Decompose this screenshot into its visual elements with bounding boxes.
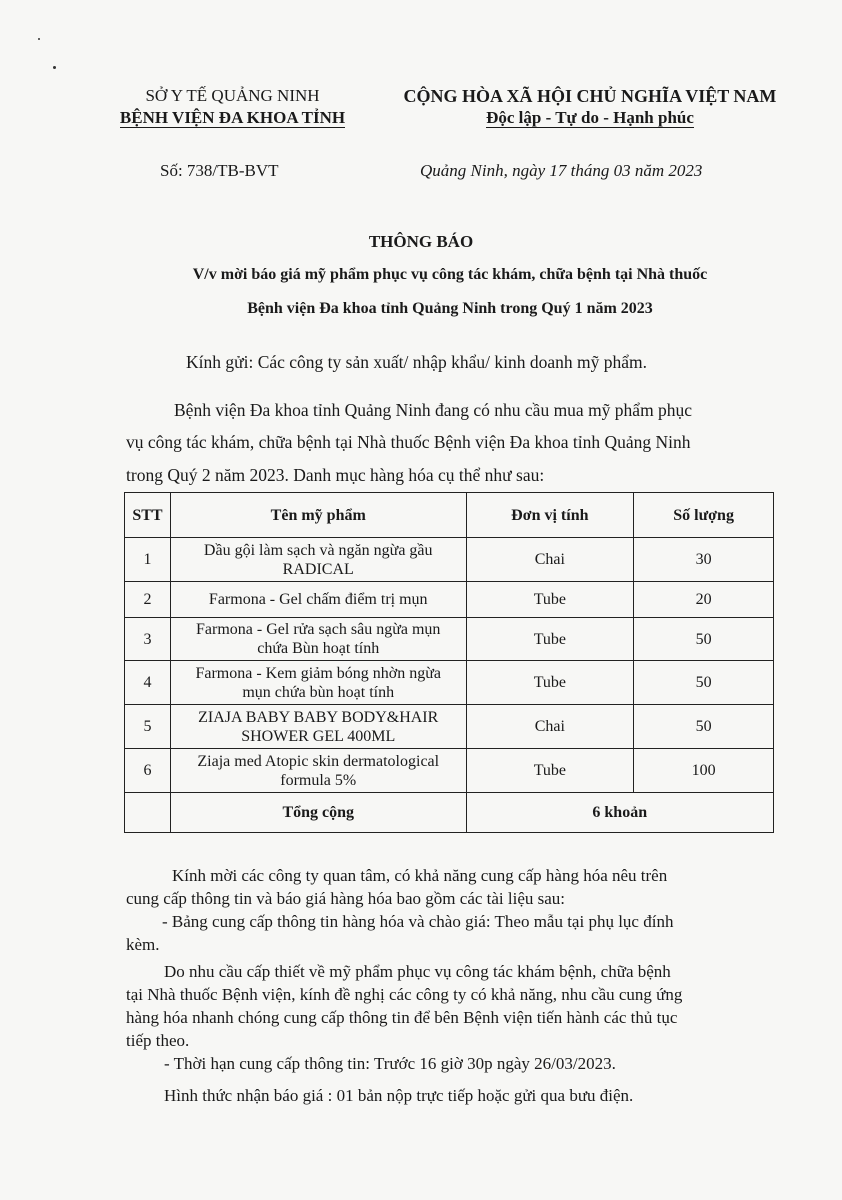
org-line-2 — [100, 108, 365, 128]
closing-line-5: Do nhu cầu cấp thiết về mỹ phẩm phục vụ công tác khám bệnh, chữa bệnh — [164, 962, 671, 981]
doc-subtitle-1: V/v mời báo giá mỹ phẩm phục vụ công tác khám, chữa bệnh tại Nhà thuốc — [192, 266, 708, 283]
row-name-line-2: SHOWER GEL 400ML — [241, 727, 396, 745]
row-unit: Tube — [466, 582, 634, 618]
total-value: 6 khoản — [466, 793, 774, 833]
closing-line-7: hàng hóa nhanh chóng cung cấp thông tin để bên Bệnh viện tiến hành các thủ tục — [126, 1008, 678, 1027]
col-header-stt: STT — [125, 493, 171, 538]
row-name — [170, 749, 466, 793]
table-total-row — [125, 793, 774, 833]
row-name: Farmona - Gel chấm điểm trị mụn — [170, 582, 466, 618]
nation-line-2 — [390, 108, 790, 128]
row-name-line-2: chứa Bùn hoạt tính — [257, 640, 380, 657]
row-qty: 50 — [634, 618, 774, 661]
org-line-1: SỞ Y TẾ QUẢNG NINH — [145, 86, 320, 105]
table-row — [125, 618, 774, 661]
row-unit: Tube — [466, 661, 634, 705]
total-empty-cell — [125, 793, 171, 833]
goods-table — [124, 492, 774, 833]
row-qty: 20 — [634, 582, 774, 618]
closing-line-2: cung cấp thông tin và báo giá hàng hóa bao gồm các tài liệu sau: — [126, 889, 566, 908]
closing-line-9: - Thời hạn cung cấp thông tin: Trước 16 giờ 30p ngày 26/03/2023. — [164, 1054, 616, 1073]
row-stt: 4 — [125, 661, 171, 705]
row-name — [170, 661, 466, 705]
doc-title: THÔNG BÁO — [368, 232, 474, 251]
row-name-line-1: Farmona - Kem giảm bóng nhờn ngừa — [195, 664, 441, 682]
doc-number: Số: 738/TB-BVT — [160, 161, 279, 180]
row-stt: 1 — [125, 538, 171, 582]
closing-line-8: tiếp theo. — [126, 1031, 190, 1050]
intro-line-2: vụ công tác khám, chữa bệnh tại Nhà thuốc Bệnh viện Đa khoa tỉnh Quảng Ninh — [126, 432, 691, 452]
row-name-line-1: Dầu gội làm sạch và ngăn ngừa gầu — [203, 541, 433, 559]
closing-line-4: kèm. — [126, 935, 160, 954]
row-unit: Chai — [466, 538, 634, 582]
closing-line-6: tại Nhà thuốc Bệnh viện, kính đề nghị các công ty có khả năng, nhu cầu cung ứng — [126, 985, 683, 1004]
col-header-qty: Số lượng — [634, 493, 774, 538]
row-name-line-1: Ziaja med Atopic skin dermatological — [197, 752, 440, 770]
row-qty: 30 — [634, 538, 774, 582]
row-stt: 3 — [125, 618, 171, 661]
row-name-line-2: RADICAL — [282, 560, 354, 578]
org-name-underlined: BỆNH VIỆN ĐA KHOA TỈNH — [119, 108, 346, 127]
scan-speck — [53, 66, 56, 69]
row-stt: 5 — [125, 705, 171, 749]
table-row — [125, 749, 774, 793]
motto-underlined: Độc lập - Tự do - Hạnh phúc — [486, 108, 694, 127]
table-row — [125, 661, 774, 705]
table-row — [125, 582, 774, 618]
closing-line-1: Kính mời các công ty quan tâm, có khả năng cung cấp hàng hóa nêu trên — [172, 866, 668, 885]
row-name — [170, 538, 466, 582]
row-qty: 50 — [634, 705, 774, 749]
table-header-row — [125, 493, 774, 538]
row-name — [170, 618, 466, 661]
row-unit: Tube — [466, 618, 634, 661]
intro-line-1: Bệnh viện Đa khoa tỉnh Quảng Ninh đang có nhu cầu mua mỹ phẩm phục — [174, 400, 693, 420]
row-qty: 50 — [634, 661, 774, 705]
intro-line-3: trong Quý 2 năm 2023. Danh mục hàng hóa cụ thể như sau: — [126, 465, 545, 485]
greeting: Kính gửi: Các công ty sản xuất/ nhập khẩu/ kinh doanh mỹ phẩm. — [186, 352, 648, 372]
row-stt: 6 — [125, 749, 171, 793]
row-name-line-2: mụn chứa bùn hoạt tính — [242, 683, 395, 701]
row-unit: Chai — [466, 705, 634, 749]
row-unit: Tube — [466, 749, 634, 793]
doc-subtitle-2: Bệnh viện Đa khoa tỉnh Quảng Ninh trong Quý 1 năm 2023 — [247, 300, 653, 317]
row-name — [170, 705, 466, 749]
total-label: Tổng cộng — [170, 793, 466, 833]
place-date: Quảng Ninh, ngày 17 tháng 03 năm 2023 — [420, 161, 703, 180]
col-header-name: Tên mỹ phẩm — [170, 493, 466, 538]
table-row — [125, 538, 774, 582]
col-header-unit: Đơn vị tính — [466, 493, 634, 538]
nation-line-1: CỘNG HÒA XÃ HỘI CHỦ NGHĨA VIỆT NAM — [403, 86, 777, 106]
row-stt: 2 — [125, 582, 171, 618]
table-row — [125, 705, 774, 749]
row-name-line-1: Farmona - Gel rửa sạch sâu ngừa mụn — [196, 621, 441, 638]
row-name-line-1: ZIAJA BABY BABY BODY&HAIR — [198, 708, 439, 726]
row-qty: 100 — [634, 749, 774, 793]
closing-line-10: Hình thức nhận báo giá : 01 bản nộp trực tiếp hoặc gửi qua bưu điện. — [164, 1086, 634, 1105]
closing-line-3: - Bảng cung cấp thông tin hàng hóa và chào giá: Theo mẫu tại phụ lục đính — [162, 912, 674, 931]
row-name-line-2: formula 5% — [280, 771, 357, 789]
scan-speck — [38, 38, 40, 40]
